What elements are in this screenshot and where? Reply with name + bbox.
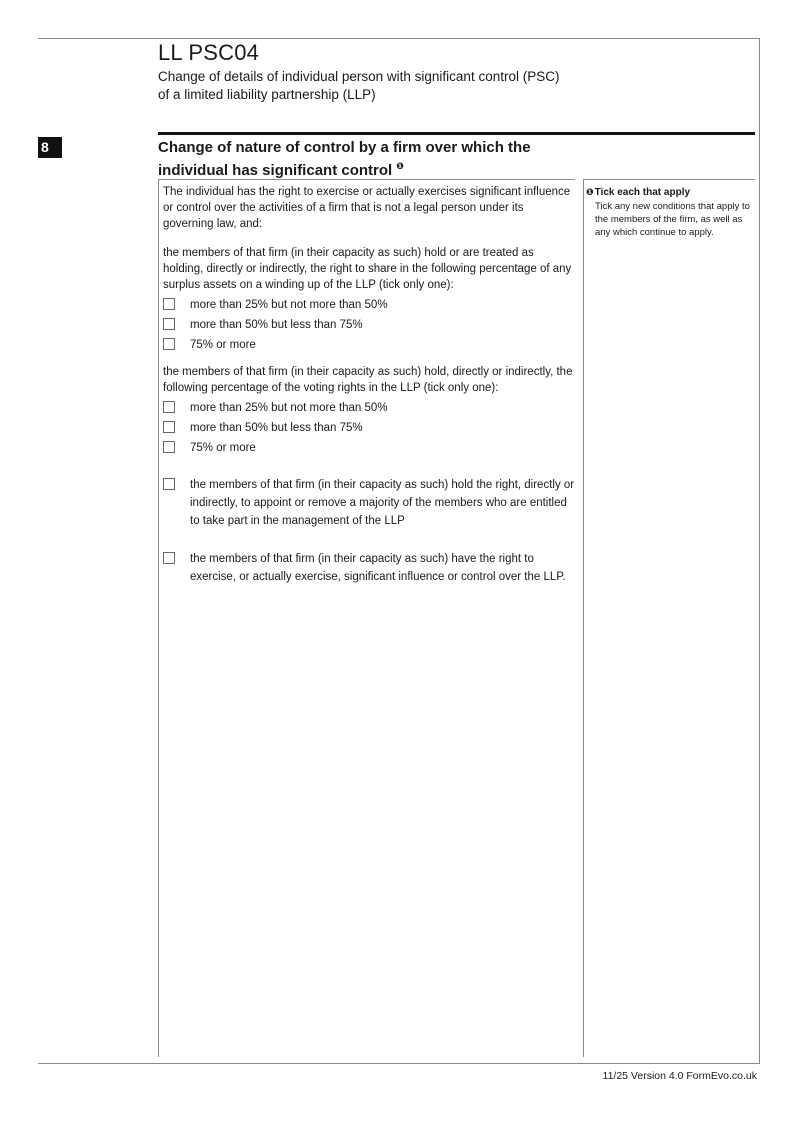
surplus-option-75-plus[interactable]: [163, 336, 575, 354]
intro-paragraph: The individual has the right to exercise or actually exercises significant influence or control over the activities of a firm that is not a legal person under its governing law, and:: [163, 186, 571, 230]
checkbox[interactable]: [163, 421, 175, 433]
checkbox[interactable]: [163, 318, 175, 330]
sidebar-note-title-text: Tick each that apply: [594, 187, 691, 198]
voting-option-50-75[interactable]: [163, 419, 575, 437]
option-label: more than 25% but not more than 50%: [190, 299, 388, 311]
checkbox[interactable]: [163, 478, 175, 490]
section-heading: [158, 139, 578, 180]
voting-option-25-50[interactable]: [163, 399, 575, 417]
checkbox[interactable]: [163, 298, 175, 310]
option-label: more than 25% but not more than 50%: [190, 402, 388, 414]
appoint-remove-option[interactable]: [163, 476, 575, 530]
surplus-option-50-75[interactable]: [163, 316, 575, 334]
footer-version: 11/25 Version 4.0 FormEvo.co.uk: [602, 1070, 757, 1082]
section-heading-line-2: [158, 157, 578, 180]
significant-influence-option[interactable]: [163, 550, 575, 586]
option-label: 75% or more: [190, 339, 256, 351]
checkbox[interactable]: [163, 552, 175, 564]
section-heading-line-2-text: individual has significant control: [158, 162, 393, 179]
section-rule: [158, 132, 755, 135]
sidebar-note-text: Tick any new conditions that apply to the members of the firm, as well as any which continue to apply.: [595, 201, 750, 238]
sidebar-note-box: [583, 179, 755, 1057]
checkbox[interactable]: [163, 401, 175, 413]
option-label: the members of that firm (in their capacity as such) hold the right, directly or indirectly, to appoint or remove a majority of the members who are entitled to take part in the management of the LLP: [190, 479, 575, 527]
voting-option-75-plus[interactable]: [163, 439, 575, 457]
subtitle-line-1: Change of details of individual person with significant control (PSC): [158, 69, 560, 84]
checkbox[interactable]: [163, 338, 175, 350]
form-subtitle: [158, 68, 618, 104]
option-label: the members of that firm (in their capacity as such) have the right to exercise, or actually exercise, significant influence or control over the LLP.: [190, 553, 566, 583]
note-marker-icon: ❶: [396, 161, 404, 171]
voting-rights-intro: the members of that firm (in their capacity as such) hold, directly or indirectly, the following percentage of the voting rights in the LLP (tick only one):: [163, 366, 573, 394]
section-number-badge: 8: [38, 137, 62, 158]
option-label: more than 50% but less than 75%: [190, 422, 363, 434]
form-code: LL PSC04: [158, 40, 260, 65]
surplus-assets-intro: the members of that firm (in their capacity as such) hold or are treated as holding, directly or indirectly, the right to share in the following percentage of any surplus assets on a winding up of the LLP (tick only one):: [163, 247, 572, 291]
option-label: 75% or more: [190, 442, 256, 454]
option-label: more than 50% but less than 75%: [190, 319, 363, 331]
sidebar-note-title: [586, 187, 690, 198]
subtitle-line-2: of a limited liability partnership (LLP): [158, 87, 376, 102]
surplus-option-25-50[interactable]: [163, 296, 575, 314]
checkbox[interactable]: [163, 441, 175, 453]
note-marker-icon: ❶: [586, 187, 594, 197]
section-heading-line-1: Change of nature of control by a firm over which the: [158, 139, 531, 156]
